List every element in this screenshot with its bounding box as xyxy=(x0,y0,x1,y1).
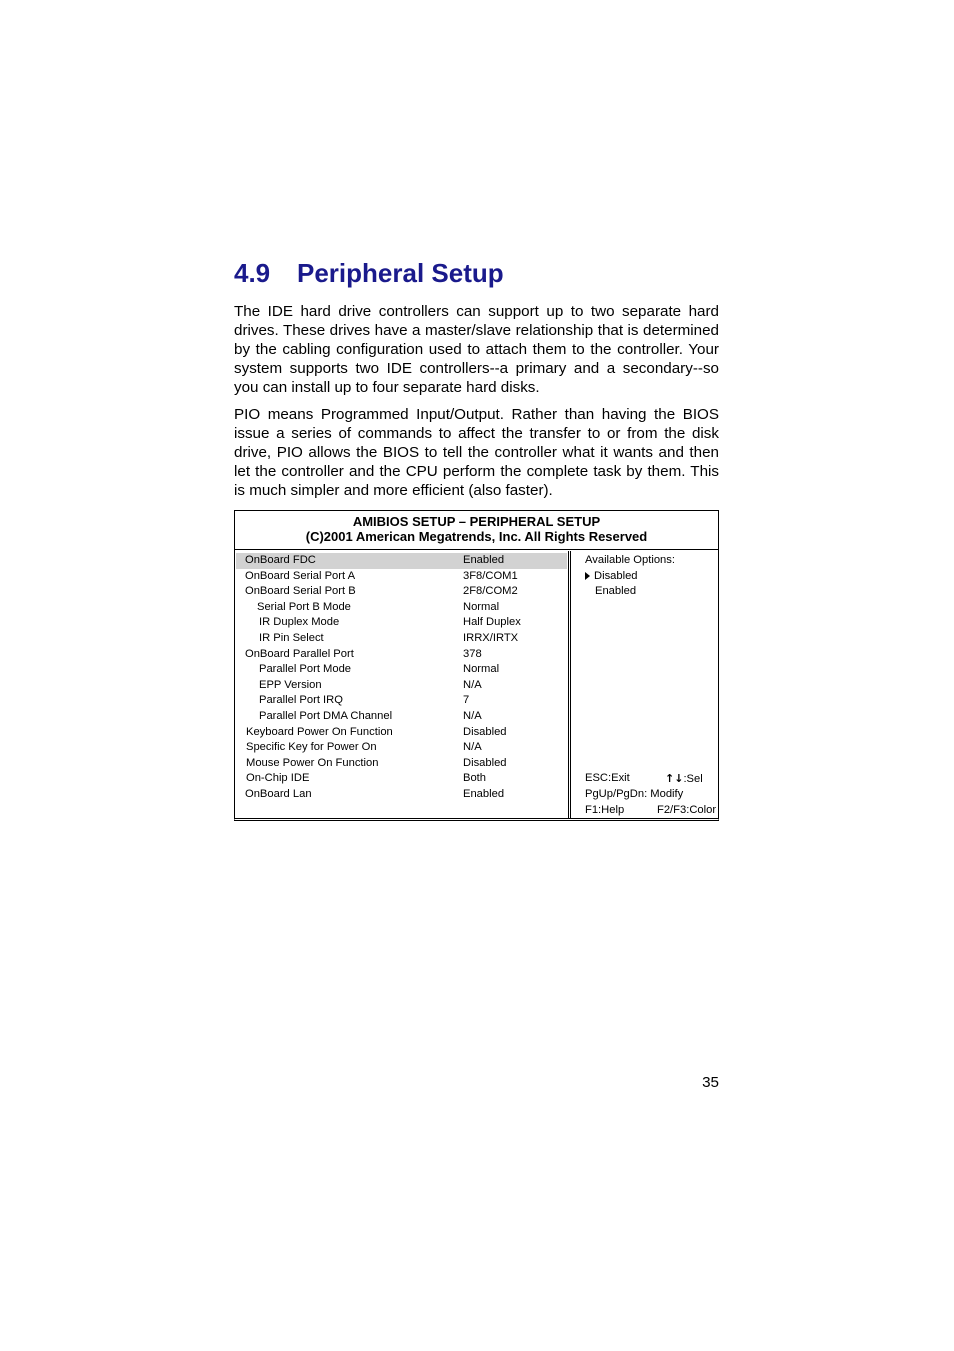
setting-value: IRRX/IRTX xyxy=(463,632,519,644)
setting-value: Both xyxy=(463,772,487,785)
page-number: 35 xyxy=(702,1074,719,1091)
settings-panel xyxy=(235,551,569,818)
setting-row-onboard-fdc[interactable] xyxy=(236,553,567,569)
option-enabled[interactable] xyxy=(595,584,636,600)
available-options-title: Available Options: xyxy=(585,554,675,566)
setting-value: N/A xyxy=(463,678,482,691)
setting-row-specific-key-power-on[interactable] xyxy=(236,740,567,756)
setting-row-ir-duplex-mode[interactable] xyxy=(236,615,567,631)
help-pgup-pgdn: PgUp/PgDn: Modify xyxy=(585,788,684,800)
setting-value: Disabled xyxy=(463,756,507,769)
setting-row-parallel-port[interactable] xyxy=(236,647,567,663)
paragraph-ide-controllers: The IDE hard drive controllers can support up to two separate hard drives. These drives have a master/slave relationship that is determined by the cabling configuration used to attach them to the controller. Your system supports two IDE controllers--a primary and a secondary--so you can install up to four separate hard disks. xyxy=(234,303,719,396)
bios-header xyxy=(235,511,718,550)
setting-label: Parallel Port DMA Channel xyxy=(259,710,393,722)
setting-label: OnBoard Serial Port B xyxy=(245,585,356,598)
setting-row-parallel-port-irq[interactable] xyxy=(236,693,567,709)
setting-value: 2F8/COM2 xyxy=(463,585,518,598)
arrow-up-icon: ↑ xyxy=(665,772,675,786)
setting-value: Disabled xyxy=(463,725,507,738)
setting-value: N/A xyxy=(463,741,482,754)
help-select-label: :Sel xyxy=(683,773,703,786)
paragraph-pio: PIO means Programmed Input/Output. Rather than having the BIOS issue a series of commands to affect the transfer to or from the disk drive, PIO allows the BIOS to tell the controller what it wants and then let the controller and the CPU perform the complete task by them. This is much simpler and more efficient (also faster). xyxy=(234,406,719,499)
options-panel xyxy=(570,551,718,818)
setting-label: IR Duplex Mode xyxy=(259,616,340,629)
setting-label: Specific Key for Power On xyxy=(246,741,377,754)
bios-copyright: (C)2001 American Megatrends, Inc. All Rights Reserved xyxy=(305,528,648,544)
bios-title: AMIBIOS SETUP – PERIPHERAL SETUP xyxy=(352,514,601,529)
option-label: Disabled xyxy=(594,569,638,582)
setting-label: Keyboard Power On Function xyxy=(246,725,393,738)
setting-row-parallel-port-dma[interactable] xyxy=(236,709,567,725)
setting-row-mouse-power-on[interactable] xyxy=(236,756,567,772)
arrow-down-icon: ↓ xyxy=(674,772,684,786)
setting-label: Parallel Port Mode xyxy=(259,663,352,676)
setting-label: EPP Version xyxy=(259,678,322,691)
option-disabled[interactable] xyxy=(585,569,638,585)
setting-value: Normal xyxy=(463,600,500,613)
setting-row-onboard-lan[interactable] xyxy=(236,787,567,803)
setting-label: Parallel Port IRQ xyxy=(259,694,343,707)
help-esc-exit: ESC:Exit xyxy=(585,772,630,785)
setting-row-serial-port-b[interactable] xyxy=(236,584,567,600)
setting-row-on-chip-ide[interactable] xyxy=(236,771,567,787)
setting-value: N/A xyxy=(463,710,482,722)
selection-arrow-icon xyxy=(585,572,590,580)
setting-value: Enabled xyxy=(463,788,505,800)
option-label: Enabled xyxy=(595,585,637,598)
setting-label: OnBoard Parallel Port xyxy=(245,647,354,660)
setting-row-parallel-port-mode[interactable] xyxy=(236,662,567,678)
setting-value: 378 xyxy=(463,647,482,660)
setting-row-serial-port-b-mode[interactable] xyxy=(236,600,567,616)
setting-value: Normal xyxy=(463,663,500,676)
bios-setup-screen xyxy=(234,510,719,821)
section-number: 4.9 xyxy=(234,258,271,288)
setting-label: OnBoard Serial Port A xyxy=(245,569,356,582)
setting-value: Half Duplex xyxy=(463,616,521,629)
help-f1: F1:Help xyxy=(585,803,625,816)
setting-label: OnBoard Lan xyxy=(245,788,312,800)
section-heading xyxy=(234,258,504,289)
setting-label: OnBoard FDC xyxy=(245,554,316,566)
setting-label: Mouse Power On Function xyxy=(246,756,379,769)
setting-label: On-Chip IDE xyxy=(246,772,310,785)
setting-label: Serial Port B Mode xyxy=(257,600,351,613)
setting-value: Enabled xyxy=(463,554,505,566)
setting-row-ir-pin-select[interactable] xyxy=(236,631,567,647)
setting-row-epp-version[interactable] xyxy=(236,678,567,694)
help-f2-f3: F2/F3:Color xyxy=(657,803,717,816)
setting-label: IR Pin Select xyxy=(259,632,324,644)
help-select xyxy=(665,771,703,788)
setting-value: 3F8/COM1 xyxy=(463,569,518,582)
section-title: Peripheral Setup xyxy=(297,258,504,288)
setting-row-serial-port-a[interactable] xyxy=(236,569,567,585)
setting-value: 7 xyxy=(463,694,470,707)
setting-row-keyboard-power-on[interactable] xyxy=(236,725,567,741)
